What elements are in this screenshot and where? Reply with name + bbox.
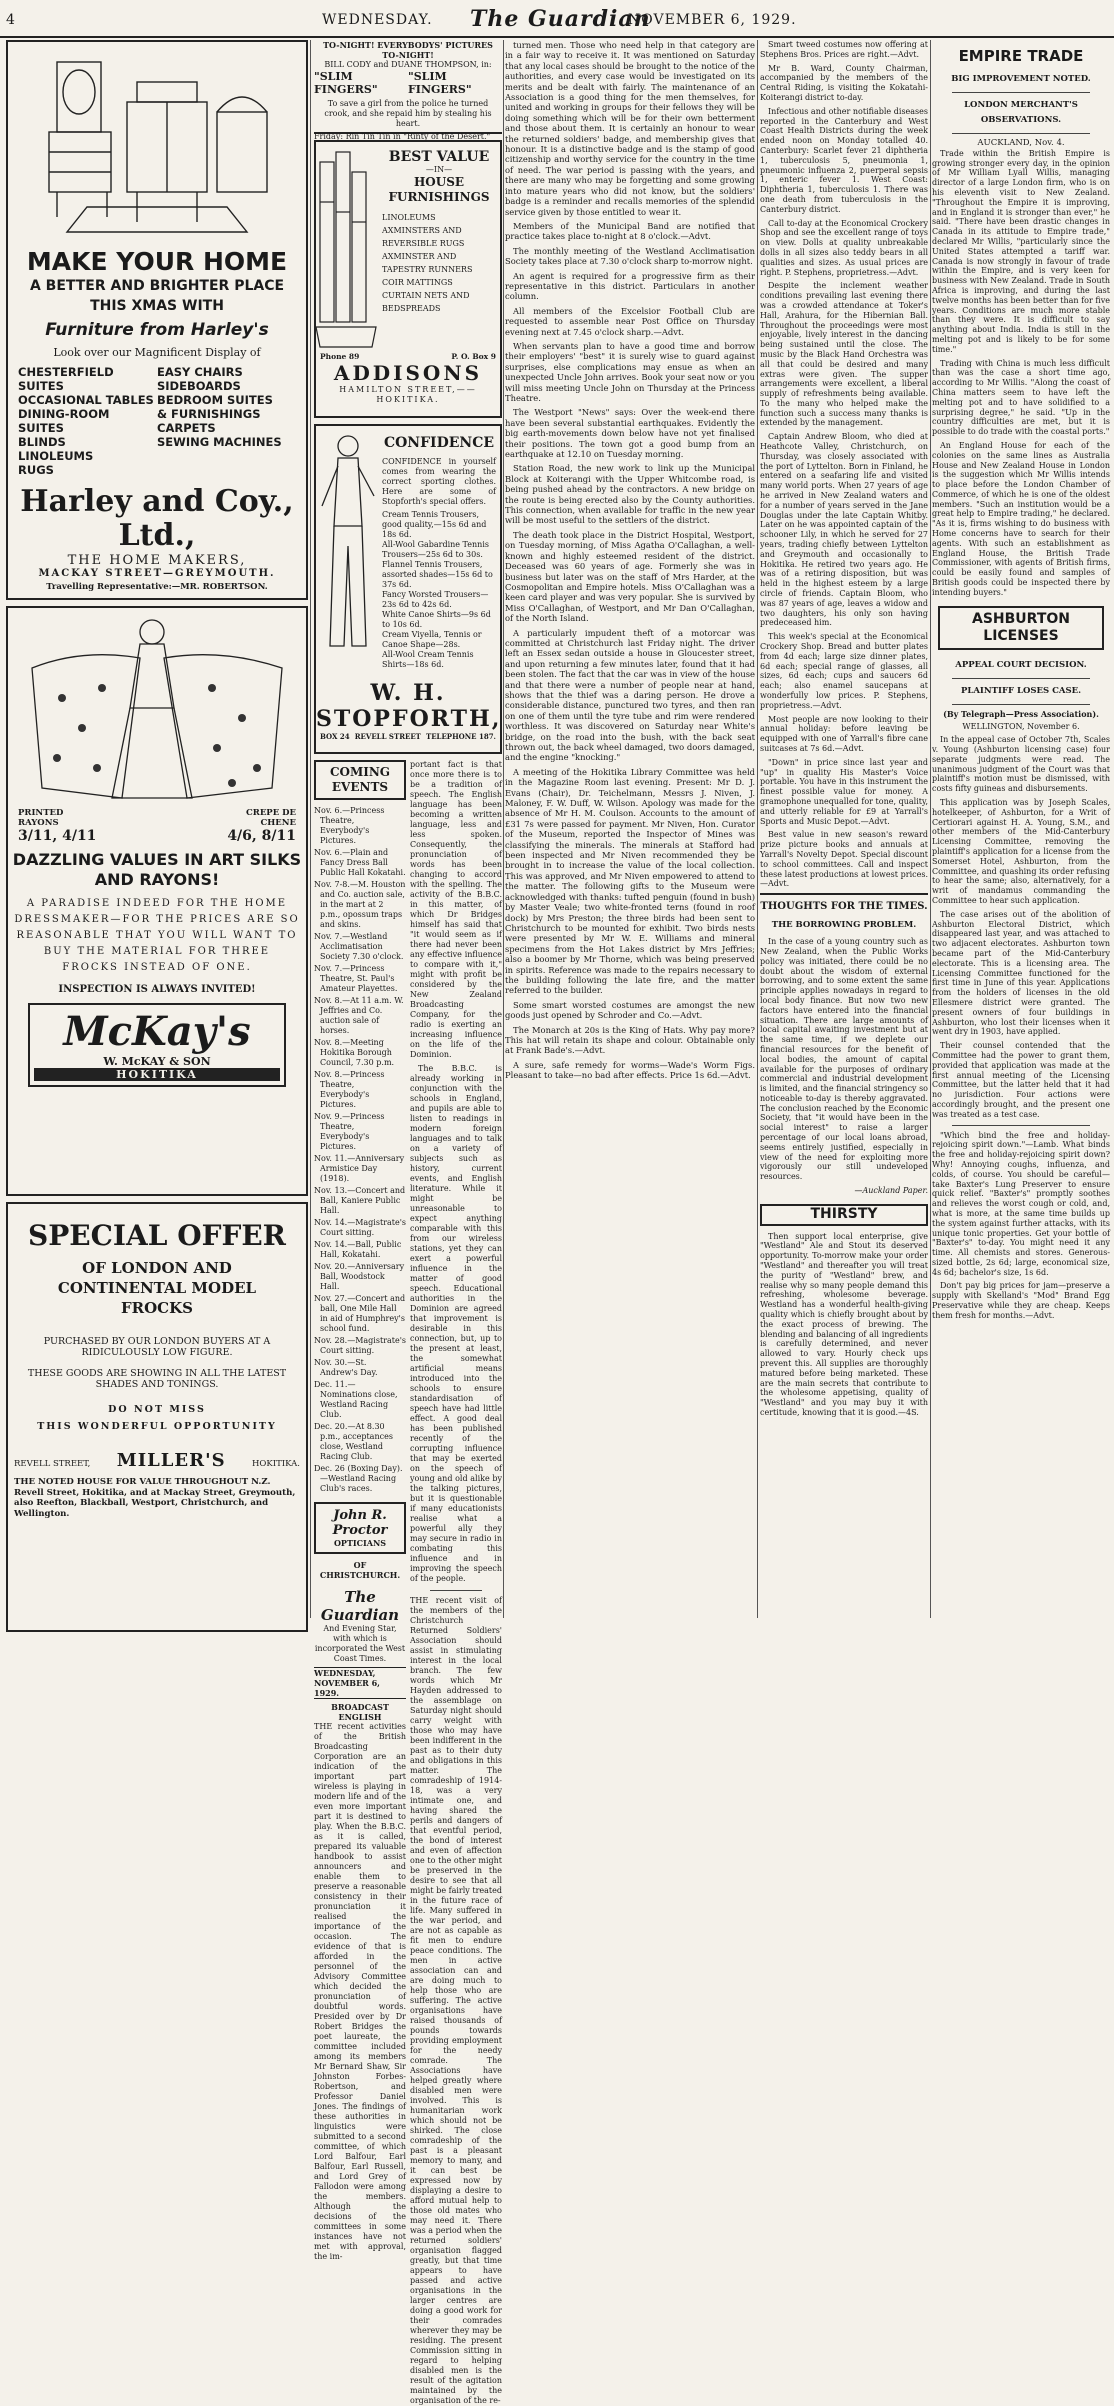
stopforth-street: REVELL STREET xyxy=(354,732,421,741)
pictures-advert xyxy=(314,40,502,141)
mckay-inspection: INSPECTION IS ALWAYS INVITED! xyxy=(58,984,256,995)
news-paragraph: The Westport "News" says: Over the week-end there have been several substantial earthquakes. Evidently the big earth-movements down below have not yet finalised their positions. The town got a good bump from an earthquake at 12.10 on Tuesday morning. xyxy=(505,407,755,460)
addisons-head: BEST VALUE xyxy=(388,149,490,165)
addisons-advert xyxy=(314,140,502,418)
column-rule xyxy=(757,40,758,1618)
stopforth-item: White Canoe Shirts—9s 6d to 10s 6d. xyxy=(382,610,491,629)
column-rule xyxy=(310,40,311,1618)
addisons-item: AXMINSTERS AND REVERSIBLE RUGS xyxy=(382,226,465,248)
addisons-item: COIR MATTINGS xyxy=(382,278,453,287)
masthead-date: NOVEMBER 6, 1929. xyxy=(628,12,797,28)
rolls-illustration xyxy=(316,142,378,352)
event-item: Nov. 8.—At 11 a.m. W. Jeffries and Co. auction sale of horses. xyxy=(314,996,404,1035)
miller-p1: PURCHASED BY OUR LONDON BUYERS AT A RIDICULOUSLY LOW FIGURE. xyxy=(43,1336,271,1358)
event-item: Nov. 7-8.—M. Houston and Co. auction sale, in the mart at 2 p.m., opossum traps and skins. xyxy=(314,880,406,929)
miller-name: MILLER'S xyxy=(116,1450,226,1471)
news-paragraph: Trade within the British Empire is growing stronger every day, in the opinion of Mr William Lyall Willis, managing director of a large London firm, who is on his eleventh visit to New Zealand. "Throughout the Empire it is improving, and in England it is stronger than ever," he said. "There have been drastic changes in Canada in its attitude to Empire trade," declared Mr Willis, "particularly since the United States attempted a tariff war. Canada is now strongly in favour of trade within the Empire, and is very keen for business with New Zealand. Trade in South Africa is improving, and during the last twelve months has been better than for five years. Conditions are much more stable than they were. It is difficult to say anything about India. India is still in the melting pot and is likely to be for some time." xyxy=(932,148,1110,354)
stopforth-item: Cream Tennis Trousers, good quality,—15s 6d and 18s 6d. xyxy=(382,510,487,539)
addisons-items xyxy=(382,211,496,315)
empire-dateline: AUCKLAND, Nov. 4. xyxy=(977,138,1065,148)
thirsty-body: Then support local enterprise, give "Westland" Ale and Stout its deserved opportunity. To-morrow make your order "Westland" and thereafter you will treat the purity of "Westland" brew, and realise why so many people demand this refreshing, wholesome beverage. Westland has a wonderful health-giving quality which is chiefly brought about by the exact process of brewing. The blending and balancing of all ingredients is carefully determined, and never allowed to vary. Hourly check ups prevent this. All supplies are thoroughly matured before being marketed. These are the main secrets that contribute to the wholesome appetising, quality of "Westland" and you may buy it with certitude, knowing that it is good.—4S. xyxy=(760,1231,928,1417)
divider xyxy=(952,678,1090,679)
addisons-street: HAMILTON STREET,——HOKITIKA. xyxy=(339,385,477,404)
news-paragraph: A particularly impudent theft of a motorcar was committed at Christchurch last Friday night. The driver left an Essex sedan outside a house in Gloucester street, and upon returning a few minutes later, found that it had been stolen. The fact that the car was in view of the house and that there were a number of people near at hand, shows that the thief was a daring person. He drove a considerable distance, punctured two tyres, and then ran on one of them until the tyre tube and rim were rendered worthless. It was discovered on Saturday near White's bridge, on the road into the bush, with the back seat thrown out, the back wheel damaged, two doors damaged, and the engine "knocking." xyxy=(505,627,755,763)
news-paragraph: Mr B. Ward, County Chairman, accompanied by the members of the Central Riding, is visiting the Kokatahi-Koiterangi district to-day. xyxy=(760,63,928,102)
event-item: Dec. 11.—Nominations close, Westland Racing Club. xyxy=(314,1380,398,1419)
page-number: 4 xyxy=(6,12,16,28)
harley-item: SIDEBOARDS xyxy=(157,379,241,393)
news-paragraph: The case arises out of the abolition of Ashburton Electoral District, which disappeared last year, and was attached to two adjacent electorates. Ashburton town became part of the Mid-Canterbury electorate. This is a licensing area. The Licensing Committee functioned for the first time in June of this year. Applications from the holders of licenses in the old Ellesmere district were granted. The present owners of four buildings in Ashburton, who lost their licenses when it went dry in 1903, have applied. xyxy=(932,909,1110,1037)
borrow-body: In the case of a young country such as New Zealand, when the Public Works policy was initiated, there could be no doubt about the wisdom of external borrowing, and to some extent the same principle applies nowadays in regard to local body finance. But now two new factors have entered into the financial situation. There are large amounts of local capital awaiting investment but at the same time, if we deplete our financial resources for the benefit of local bodies, the amount of capital available for the purposes of ordinary commercial and industrial development is limited, and the financial stringency so noticeable to-day is thereby aggravated. The conclusion reached by the Economic Society, that "it would have been in the social interest" to raise a larger percentage of our local loans abroad, seems entirely justified, especially in view of the need for exploiting more vigorously our still undeveloped resources. xyxy=(760,937,928,1182)
column-4 xyxy=(760,40,928,1618)
news-paragraph: Smart tweed costumes now offering at Stephens Bros. Prices are right.—Advt. xyxy=(760,40,928,59)
stopforth-item: Fancy Worsted Trousers—23s 6d to 42s 6d. xyxy=(382,590,489,609)
editorial-continued: portant fact is that once more there is to be a tradition of speech. The English language has been becoming a written language, less and less spoken. Consequently, the pronunciation of words has been changing to accord with the spelling. The activity of the B.B.C. in this matter, of which Dr Bridges himself has said that "it would seem as if there had never been any effective influence to compare with it," might with profit be considered by the New Zealand Broadcasting Company, for the radio is exerting an increasing influence on the life of the Dominion. xyxy=(410,760,502,1059)
stopforth-tel: TELEPHONE 187. xyxy=(426,732,496,741)
guardian-sub: And Evening Star, with which is incorporated the West Coast Times. xyxy=(314,1624,406,1663)
crepe-price: 4/6, 8/11 xyxy=(227,828,296,844)
harley-firm-name: Harley and Coy., Ltd., xyxy=(20,484,294,553)
addisons-item: LINOLEUMS xyxy=(382,213,436,222)
proctor-place: OF CHRISTCHURCH. xyxy=(319,1560,401,1580)
addisons-item: AXMINSTER AND TAPESTRY RUNNERS xyxy=(382,252,473,274)
miller-p2: THESE GOODS ARE SHOWING IN ALL THE LATEST SHADES AND TONINGS. xyxy=(27,1368,287,1390)
harley-item: BEDROOM SUITES xyxy=(157,393,273,407)
stopforth-head: CONFIDENCE xyxy=(383,435,495,451)
news-paragraph: When servants plan to have a good time and borrow their employers' "best" it is surely wise to guard against surprises, else complications may ensue as when an unexpected Uncle John arrives. Book your seat now or you will miss meeting Uncle John on Thursday at the Princess Theatre. xyxy=(505,340,755,403)
event-item: Nov. 11.—Anniversary Armistice Day (1918). xyxy=(314,1154,405,1183)
mckay-labels xyxy=(8,808,306,828)
addisons-box: P. O. Box 9 xyxy=(451,352,496,361)
mckay-headline: DAZZLING VALUES IN ART SILKS AND RAYONS! xyxy=(12,850,302,889)
stopforth-item: All-Wool Cream Tennis Shirts—18s 6d. xyxy=(382,650,474,669)
stopforth-items xyxy=(382,510,496,670)
stopforth-text xyxy=(378,426,500,674)
masthead-title: The Guardian xyxy=(470,6,651,32)
harley-line: THIS XMAS WITH xyxy=(90,298,224,314)
addisons-phone: Phone 89 xyxy=(320,352,360,361)
harley-item: DINING-ROOM SUITES xyxy=(18,407,110,435)
news-paragraph: turned men. Those who need help in that category are in a fair way to receive it. It was mentioned on Saturday that any local cases should be brought to the notice of the authorities, and every case would be investigated on its merits and be dealt with fairly. The maintenance of an Association is a good thing for the men themselves, for united and working in groups for their fellows they will be doing something which will be for their own betterment and those about them. It is certainly an honour to wear the returned soldiers' badge, and membership gives that honour. It is a distinctive badge and is the stamp of good citizenship and worthy service for the country in the time of need. The war period is passing with the years, and there are many who may be forgetting and some growing into mature years who did not know, but the soldiers' badge is a reminder and recalls memories of the splendid service given by those entitled to wear it. xyxy=(505,40,755,217)
divider xyxy=(952,92,1090,93)
miller-signature xyxy=(8,1432,306,1475)
news-paragraph: Station Road, the new work to link up the Municipal Block at Koiterangi with the Upper Whitcombe road, is being pushed ahead by the contractors. A new bridge on the route is being erected also by the County authorities. This connection, when available for traffic in the new year will be most useful to the settlers of the district. xyxy=(505,463,755,526)
column-1 xyxy=(6,40,308,1618)
news-paragraph: Some smart worsted costumes are amongst the new goods just opened by Schroder and Co.—Advt. xyxy=(505,999,755,1021)
sportsman-illustration xyxy=(316,426,378,666)
divider xyxy=(952,704,1090,705)
harley-item: SEWING MACHINES xyxy=(157,435,282,449)
event-item: Nov. 8.—Princess Theatre, Everybody's Pictures. xyxy=(314,1070,385,1109)
stopforth-box: BOX 24 xyxy=(320,732,350,741)
pictures-friday: Friday: Rin Tin Tin in "Rinty of the Desert." xyxy=(314,132,491,141)
ashburton-source: (By Telegraph—Press Association). xyxy=(943,708,1099,719)
event-item: Nov. 9.—Princess Theatre, Everybody's Pictures. xyxy=(314,1112,385,1151)
event-item: Nov. 20.—Anniversary Ball, Woodstock Hall. xyxy=(314,1262,405,1291)
ashburton-head: ASHBURTON LICENSES xyxy=(972,610,1070,644)
harley-advert xyxy=(6,40,308,600)
news-paragraph: Captain Andrew Bloom, who died at Heathcote Valley, Christchurch, on Thursday, was closely associated with the port of Lyttelton. Born in Finland, he entered on a seafaring life and visited many world ports. When 27 years of age he arrived in New Zealand waters and for a number of years served in the Jane Douglas under the late Captain Whitby. Later on he was appointed captain of the schooner Lily, in which he served for 27 years, trading chiefly between Lyttelton and Greymouth and occasionally to Hokitika. He retired two years ago. He was of a retiring disposition, but was held in the highest esteem by a large circle of friends. Captain Bloom, who was 87 years of age, leaves a widow and two daughters, his only son having predeceased him. xyxy=(760,432,928,628)
editorial-head: BROADCAST ENGLISH xyxy=(331,1702,389,1722)
guardian-date: WEDNESDAY, NOVEMBER 6, 1929. xyxy=(314,1667,406,1699)
miller-town: HOKITIKA. xyxy=(252,1459,300,1469)
addisons-body xyxy=(316,142,500,352)
event-item: Nov. 27.—Concert and ball, One Mile Hall in aid of Humphrey's school fund. xyxy=(314,1294,406,1333)
stopforth-item: All-Wool Gabardine Tennis Trousers—25s 6d to 30s. xyxy=(382,540,489,559)
miller-sub: OF LONDON AND CONTINENTAL MODEL FROCKS xyxy=(57,1259,257,1317)
news-paragraph: Trading with China is much less difficult than was the case a short time ago, according to Mr Willis. "Along the coast of China matters seem to have left the melting pot and to have solidified to a surprising degree," he said. "Up in the country difficulties are met, but it is possible to do trade with the coastal ports." xyxy=(932,358,1110,437)
news-paragraph: This week's special at the Economical Crockery Shop. Bread and butter plates from 4d each; large size dinner plates, 6d each; special range of glasses, all sizes, 6d each; cups and saucers 6d each; also enamel saucepans at wonderfully low prices. P. Stephens, proprietress.—Advt. xyxy=(760,632,928,710)
news-paragraph: The Monarch at 20s is the King of Hats. Why pay more? This hat will retain its shape and colour. Obtainable only at Frank Bade's.—Advt. xyxy=(505,1024,755,1056)
event-item: Nov. 7.—Princess Theatre, St. Paul's Amateur Playettes. xyxy=(314,964,398,993)
coming-events-box xyxy=(314,760,406,800)
event-item: Nov. 14.—Ball, Public Hall, Kokatahi. xyxy=(314,1240,402,1259)
column-2 xyxy=(314,40,502,2405)
news-paragraph: A meeting of the Hokitika Library Committee was held in the Magazine Room last evening. Present: Mr D. J. Evans (Chair), Dr. Teichelmann, Messrs J. Niven, J. Maloney, F. W. Duff, W. Wilson. Apology was made for the absence of Mr H. M. Coulson. Accounts to the amount of £31 7s were passed for payment. Mr Niven, Hon. Curator of the Museum, reported the Inspector of Mines was classifying the minerals. The minerals at Stafford had been inspected and Mr Niven recommended they be brought in to increase the value of the local collection. This was approved, and Mr Niven empowered to attend to the matter. The following gifts to the Museum were acknowledged with thanks: tufted penguin (found in bush) by Master Veale; two white-fronted terns (found in roof dock) by Mrs Preston; the three birds had been sent to Christchurch to be mounted for exhibit. Two birds nests were presented by Mr W. E. Williams and mineral specimens from the Hot Lakes district by Mrs Jeffries; also a boomer by Mr Thorne, which was being preserved in spirits. Reference was made to the repairs necessary to the building following the late fire, and the matter referred to the builder. xyxy=(505,766,755,996)
event-item: Nov. 6.—Princess Theatre, Everybody's Pictures. xyxy=(314,806,385,845)
divider xyxy=(952,1125,1090,1126)
divider xyxy=(430,1590,482,1591)
borrow-source: —Auckland Paper. xyxy=(854,1186,928,1196)
stopforth-body xyxy=(316,426,500,674)
addisons-in: —IN— xyxy=(425,165,453,174)
harley-address: MACKAY STREET—GREYMOUTH. xyxy=(38,568,276,579)
soldiers-editorial: THE recent visit of the members of the Christchurch Returned Soldiers' Association should assist in stimulating interest in the local branch. The few words which Mr Hayden addressed to the assemblage on Saturday night should carry weight with those who may have been indifferent in the past as to their duty and obligations in this matter. The comradeship of 1914-18, was a very intimate one, and having shared the perils and dangers of that eventful period, the bond of interest and even of affection one to the other might be preserved in the desire to see that all might be fairly treated in the future race of life. Many suffered in the war period, and are not as capable as fit men to endure peace conditions. The men in active association can and are doing much to help those who are suffering. The active organisations have raised thousands of pounds towards providing employment for the needy comrade. The Associations have helped greatly where disabled men were involved. This is humanitarian work which should not be shirked. The close comradeship of the past is a pleasant memory to many, and it can best be expressed now by displaying a desire to afford mutual help to those old mates who may need it. There was a period when the returned soldiers' organisation flagged greatly, but that time appears to have passed and active organisations in the larger centres are doing a good work for their comrades wherever they may be residing. The present Commission sitting in regard to helping disabled men is the result of the agitation maintained by the organisation of the re- xyxy=(410,1596,502,2405)
empire-sub: BIG IMPROVEMENT NOTED. xyxy=(951,74,1091,84)
news-paragraph: In the appeal case of October 7th, Scales v. Young (Ashburton licensing case) four separate judgments were read. The unanimous judgment of the Court was that plaintiff's motion must be dismissed, with costs fifty guineas and disbursements. xyxy=(932,735,1110,794)
event-item: Nov. 7.—Westland Acclimatisation Society 7.30 o'clock. xyxy=(314,932,404,961)
divider xyxy=(952,133,1090,134)
mckay-logo-text: McKay's xyxy=(63,1008,251,1055)
events-and-english xyxy=(314,760,502,2405)
addisons-item: CURTAIN NETS AND BEDSPREADS xyxy=(382,291,470,313)
stopforth-name: W. H. STOPFORTH, xyxy=(316,680,502,732)
miller-street: REVELL STREET, xyxy=(14,1459,91,1469)
harley-item: RUGS xyxy=(18,463,54,477)
news-paragraph: A sure, safe remedy for worms—Wade's Worm Figs. Pleasant to take—no bad after effects. Price 1s 6d.—Advt. xyxy=(505,1059,755,1081)
news-paragraph: Most people are now looking to their annual holiday: before leaving be equipped with one of Yarrall's fibre cane suitcases at 7s 6d.—Advt. xyxy=(760,714,928,753)
mckay-logo-sub: W. McKAY & SON xyxy=(103,1055,211,1068)
harley-line: Furniture from Harley's xyxy=(45,320,269,340)
harley-item: BLINDS xyxy=(18,435,66,449)
stopforth-contact xyxy=(316,732,500,741)
column-5 xyxy=(932,40,1110,1618)
mckay-logo-town: HOKITIKA xyxy=(34,1068,280,1081)
event-item: Nov. 28.—Magistrate's Court sitting. xyxy=(314,1336,407,1355)
column-3 xyxy=(505,40,755,1618)
furniture-illustration xyxy=(27,42,287,242)
mckay-logo xyxy=(28,1003,286,1087)
news-paragraph: An agent is required for a progressive firm as their representative in this district. Particulars in another column. xyxy=(505,270,755,302)
addisons-sub: HOUSE FURNISHINGS xyxy=(388,175,490,204)
miller-footer: THE NOTED HOUSE FOR VALUE THROUGHOUT N.Z. Revell Street, Hokitika, and at Mackay Street, Greymouth, also Reefton, Blackball, Westport, Christchurch, and Wellington. xyxy=(14,1477,296,1519)
baxter-advert: "Which bind the free and holiday-rejoicing spirit down."—Lamb. What binds the free and holiday-rejoicing spirit down? Why! Annoying coughs, influenza, and colds, of course. You should be careful—take Baxter's Lung Preserver to ensure quick relief. "Baxter's" promptly soothes and relieves the worst cough or cold, and, what is more, at the same time builds up the system against further attacks, with its unique tonic properties. Get your bottle of "Baxter's" to-day. You might need it any time. All chemists and stores. Generous-sized bottle, 2s 6d; large, economical size, 4s 6d; bachelor's size, 1s 6d. xyxy=(932,1130,1110,1277)
stopforth-item: Flannel Tennis Trousers, assorted shades—15s 6d to 37s 6d. xyxy=(382,560,493,589)
news-paragraph: Infectious and other notifiable diseases reported in the Canterbury and West Coast Health Districts during the week ended noon on Monday totalled 40. Canterbury: Scarlet fever 21 diphtheria 1, tuberculosis 5, pneumonia 1, pneumonic influenza 2, puerperal sepsis 1, enteric fever 1. West Coast: Diphtheria 1, tuberculosis 1. There was one death from tuberculosis in the Canterbury district. xyxy=(760,106,928,214)
printed-rayons-label: PRINTED RAYONS xyxy=(18,808,64,828)
news-paragraph: An England House for each of the colonies on the same lines as Australia House and New Zealand House in London is the suggestion which Mr Willis intends to place before the London Chamber of Commerce, of which he is one of the oldest members. "Such an institution would be a great help to Empire trading," he declared. "As it is, firms wishing to do business with Home concerns have to search for their agents. With such an establishment as England House, the British Trade Commissioner, with agents of British firms, could be easily found and samples of British goods could be inspected there by intending buyers." xyxy=(932,440,1110,597)
guardian-nameplate: The Guardian xyxy=(320,1588,400,1624)
event-item: Nov. 8.—Meeting Hokitika Borough Council, 7.30 p.m. xyxy=(314,1038,395,1067)
harley-line: Look over our Magnificent Display of xyxy=(53,346,261,359)
film-title: "SLIM FINGERS" xyxy=(408,70,472,96)
addisons-contact xyxy=(316,352,500,361)
film-title: "SLIM FINGERS" xyxy=(314,70,378,96)
thoughts-head: THOUGHTS FOR THE TIMES. xyxy=(760,893,928,914)
news-paragraph: The monthly meeting of the Westland Acclimatisation Society takes place at 7.30 o'clock sharp to-morrow night. xyxy=(505,245,755,267)
news-paragraph: This application was by Joseph Scales, hotelkeeper, of Ashburton, for a Writ of Certiorari against H. A. Young, S.M., and other members of the Mid-Canterbury Licensing Committee, removing the plaintiff's application for a license from the Somerset Hotel, Ashburton, from the Committee, and quashing its order refusing to hear the same; also, alternatively, for a writ of mandamus commanding the Committee to hear such application. xyxy=(932,798,1110,905)
masthead xyxy=(0,0,1114,38)
news-paragraph: Despite the inclement weather conditions prevailing last evening there was a crowded attendance at Toker's Hall, Arahura, for the Hibernian Ball. Throughout the proceedings were most enjoyable, lively interest in the dancing being sustained until the close. The music by the Black Hand Orchestra was all that could be desired and many extras were given. The supper arrangements were excellent, a liberal supply of refreshments being available. To the many who helped make the function such a success many thanks is extended by the management. xyxy=(760,281,928,428)
event-item: Nov. 13.—Concert and Ball, Kaniere Public Hall. xyxy=(314,1186,406,1215)
harley-headline: MAKE YOUR HOME xyxy=(26,247,288,276)
editorial-continued: The B.B.C. is already working in conjunction with the schools in England, and pupils are able to listen to readings in modern foreign languages and to talk on a variety of subjects such as history, current events, and English literature. While it might be unreasonable to expect anything comparable with this from our wireless stations, yet they can exert a powerful influence in the matter of good speech. Educational authorities in the Dominion are agreed that improvement is desirable in this connection, but, up to the present at least, the somewhat artificial means introduced into the schools to ensure standardisation of speech have had little effect. A good deal has been published recently of the corrupting influence that may be exerted on the speech of young and old alike by the talking pictures, but it is questionable if many educationists realise what a powerful ally they may secure in radio in combating this influence and in improving the speech of the people. xyxy=(410,1064,502,1583)
ashburton-dateline: WELLINGTON, November 6. xyxy=(962,722,1080,732)
events-list xyxy=(314,806,406,1494)
pictures-blurb: To save a girl from the police he turned crook, and she repaid him by stealing his heart. xyxy=(324,99,492,128)
harley-line: A BETTER AND BRIGHTER PLACE xyxy=(29,278,285,294)
harley-item: LINOLEUMS xyxy=(18,449,94,463)
proctor-name: John R. Proctor xyxy=(332,1508,388,1538)
ashburton-sub: APPEAL COURT DECISION. xyxy=(955,659,1087,670)
harley-items xyxy=(8,365,306,477)
pictures-cast: BILL CODY and DUANE THOMPSON, in: xyxy=(324,60,492,69)
event-item: Nov. 30.—St. Andrew's Day. xyxy=(314,1358,378,1377)
pictures-top: TO-NIGHT! EVERYBODYS' PICTURES TO-NIGHT! xyxy=(323,40,493,60)
ashburton-box xyxy=(938,606,1104,650)
harley-tag: THE HOME MAKERS, xyxy=(67,553,247,568)
mckay-body: A PARADISE INDEED FOR THE HOME DRESSMAKER—FOR THE PRICES ARE SO REASONABLE THAT YOU WILL WANT TO BUY THE MATERIAL FOR THREE FROCKS INSTEAD OF ONE. xyxy=(14,898,300,973)
stopforth-advert xyxy=(314,424,502,754)
events-column xyxy=(314,760,407,2261)
column-rule xyxy=(503,40,504,1618)
miller-advert xyxy=(6,1202,308,1632)
dressmaker-illustration xyxy=(12,608,302,808)
editorial-body: THE recent activities of the British Broadcasting Corporation are an indication of the important part wireless is playing in modern life and of the even more important part it is destined to play. When the B.B.C. as it is called, prepared its valuable handbook to assist announcers and enable them to preserve a reasonable consistency in their pronunciation it realised the importance of the occasion. The evidence of that is afforded in the personnel of the Advisory Committee which decided the pronunciation of doubtful words. Presided over by Dr Robert Bridges the poet laureate, the committee included among its members Mr Bernard Shaw, Sir Johnston Forbes-Robertson, and Professor Daniel Jones. The findings of these authorities in linguistics were submitted to a second committee, of which Lord Balfour, Earl Balfour, Earl Russell, and Lord Grey of Fallodon were among the members. Although the decisions of the committees in some instances have not met with approval, the im- xyxy=(314,1722,406,2261)
pictures-titles xyxy=(314,70,502,96)
harley-item: CHESTERFIELD SUITES xyxy=(18,365,114,393)
harley-item: EASY CHAIRS xyxy=(157,365,243,379)
stopforth-item: Cream Viyella, Tennis or Canoe Shape—28s. xyxy=(382,630,482,649)
masthead-day: WEDNESDAY. xyxy=(322,12,433,28)
rayon-price: 3/11, 4/11 xyxy=(18,828,97,844)
event-item: Nov. 14.—Magistrate's Court sitting. xyxy=(314,1218,407,1237)
crepe-de-chene-label: CREPE DE CHENE xyxy=(246,808,296,828)
news-paragraph: Best value in new season's reward prize picture books and annuals at Yarrall's Novelty Depot. Special discount to school committees. Call and inspect these latest productions at lowest prices.—Advt. xyxy=(760,830,928,889)
mckay-advert xyxy=(6,606,308,1196)
miller-headline: SPECIAL OFFER xyxy=(28,1219,286,1252)
addisons-name: ADDISONS xyxy=(333,361,483,385)
harley-rep: Travelling Representative:—MR. ROBERTSON. xyxy=(46,582,268,592)
news-paragraph: The death took place in the District Hospital, Westport, on Tuesday morning, of Miss Agatha O'Callaghan, a well-known and highly esteemed resident of the district. Deceased was 60 years of age. Formerly she was in business but later was on the staff of Mrs Harder, at the Cosmopolitan and Empire hotels. Miss O'Callaghan was a keen card player and was very popular. She is survived by Miss O'Callaghan, of Westport, and Mr Dan O'Callaghan, of the North Island. xyxy=(505,529,755,624)
english-column xyxy=(410,760,502,2405)
harley-item: & FURNISHINGS xyxy=(157,407,261,421)
news-paragraph: "Down" in price since last year and "up" in quality His Master's Voice portable. You have in this instrument the finest possible value for money. A gramophone unequalled for tone, quality, and utterly reliable for £9 at Yarrall's Sports and Music Depot.—Advt. xyxy=(760,757,928,826)
proctor-sub: OPTICIANS xyxy=(333,1538,387,1548)
empire-sub: LONDON MERCHANT'S OBSERVATIONS. xyxy=(964,100,1078,125)
news-paragraph: Their counsel contended that the Committee had the power to grant them, provided that application was made at the first annual meeting of the Licensing Committee, but the latter held that it had no jurisdiction. Four actions were accordingly brought, and the present one was treated as a test case. xyxy=(932,1041,1110,1119)
events-head: COMING EVENTS xyxy=(329,765,391,794)
harley-item: OCCASIONAL TABLES xyxy=(18,393,154,407)
stopforth-intro: CONFIDENCE in yourself comes from wearing the correct sporting clothes. Here are some of Stopforth's special offers. xyxy=(382,457,496,506)
miller-p4: THIS WONDERFUL OPPORTUNITY xyxy=(37,1421,277,1432)
egg-preservative-advert: Don't pay big prices for jam—preserve a supply with Skelland's "Mod" Brand Egg Preservative while they are cheap. Keeps them fresh for months.—Advt. xyxy=(932,1281,1110,1320)
column-rule xyxy=(930,40,931,1618)
event-item: Dec. 26 (Boxing Day).—Westland Racing Club's races. xyxy=(314,1464,403,1493)
news-paragraph: Members of the Municipal Band are notified that practice takes place to-night at 8 o'clock.—Advt. xyxy=(505,220,755,242)
empire-trade-head: EMPIRE TRADE xyxy=(958,47,1084,65)
addisons-text xyxy=(378,142,500,352)
miller-p3: DO NOT MISS xyxy=(108,1404,206,1415)
event-item: Nov. 6.—Plain and Fancy Dress Ball Public Hall Kokatahi. xyxy=(314,848,406,877)
proctor-advert xyxy=(314,1502,406,1554)
borrow-head: THE BORROWING PROBLEM. xyxy=(771,920,917,931)
event-item: Dec. 20.—At 8.30 p.m., acceptances close, Westland Racing Club. xyxy=(314,1422,393,1461)
ashburton-sub: PLAINTIFF LOSES CASE. xyxy=(960,685,1082,696)
news-paragraph: Call to-day at the Economical Crockery Shop and see the excellent range of toys on view. Dolls at quality unbreakable dolls in all sizes also teddy bears in all qualities and sizes. As usual prices are right. P. Stephens, proprietress.—Advt. xyxy=(760,218,928,277)
mckay-prices xyxy=(8,828,306,844)
news-paragraph: All members of the Excelsior Football Club are requested to assemble near Post Office on Thursday evening next at 7.45 o'clock sharp.—Advt. xyxy=(505,305,755,337)
thirsty-head: THIRSTY xyxy=(760,1204,928,1226)
harley-item: CARPETS xyxy=(157,421,216,435)
